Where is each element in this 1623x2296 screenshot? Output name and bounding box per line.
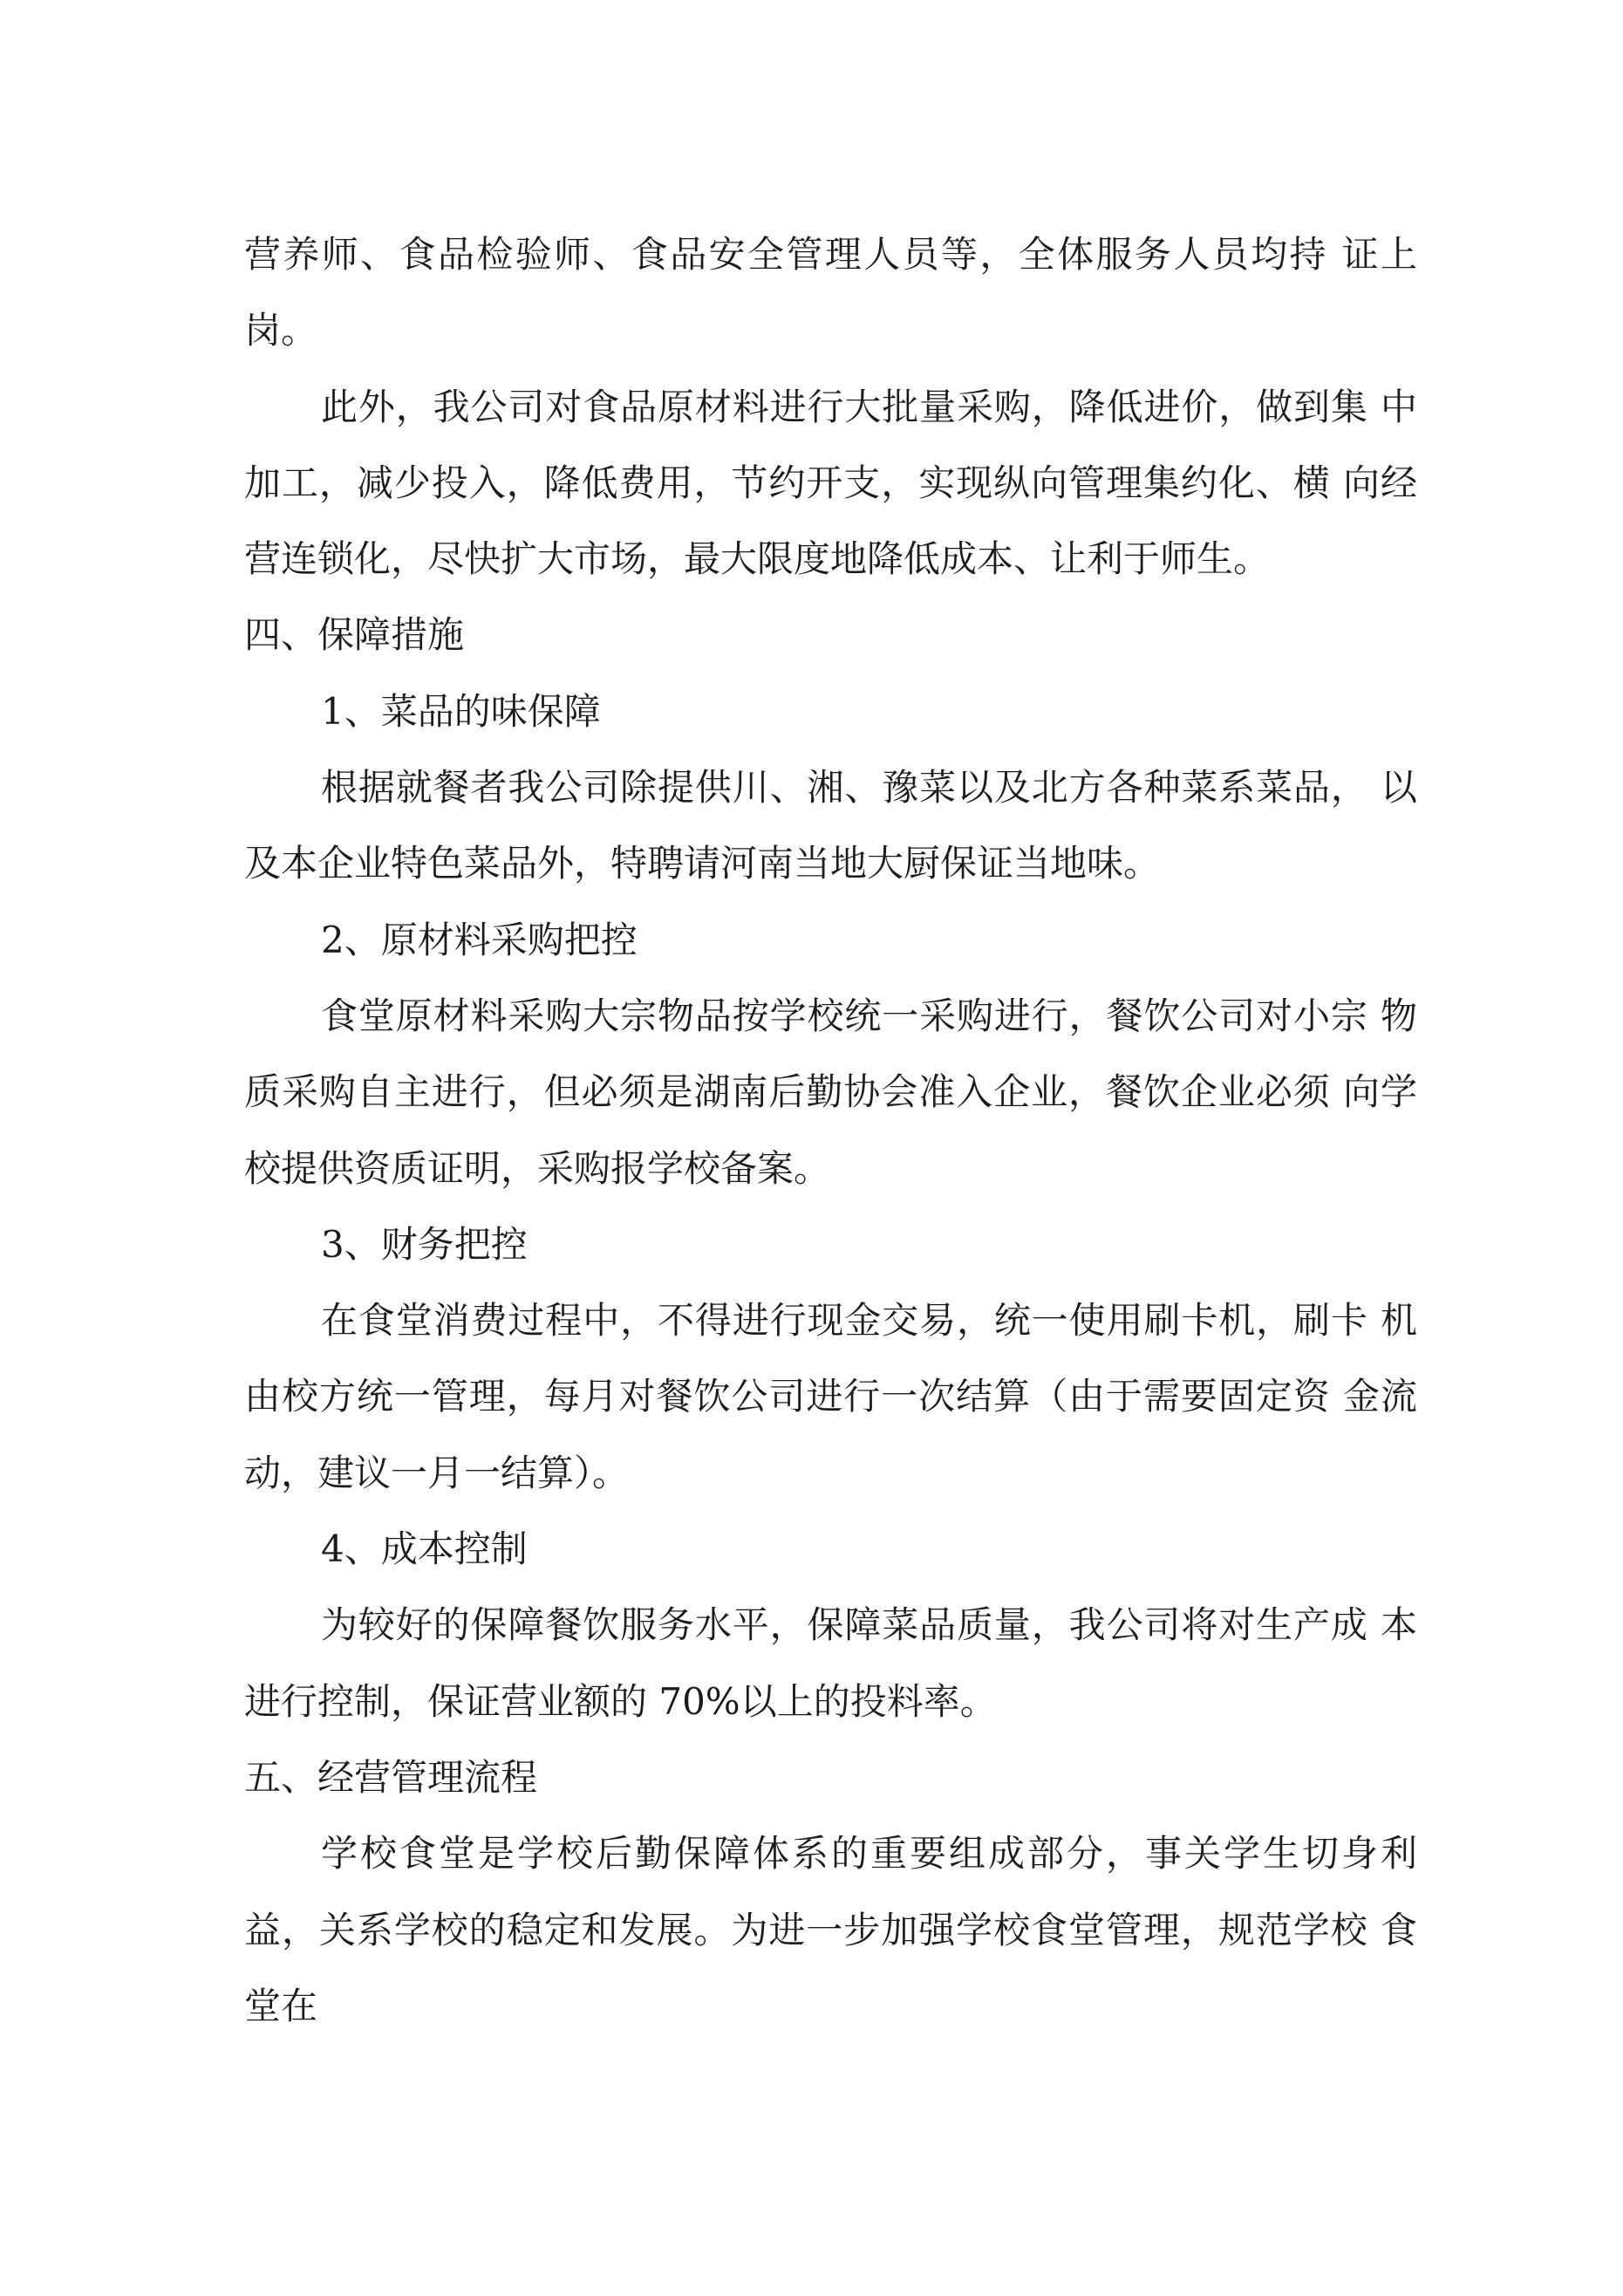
section-heading-4: 四、保障措施: [244, 613, 465, 657]
paragraph-materials: 食堂原材料采购大宗物品按学校统一采购进行，餐饮公司对小宗 物质采购自主进行，但必须是湖南后勤协会准入企业，餐饮企业必须 向学校提供资质证明，采购报学校备案。: [244, 994, 1417, 1190]
paragraph-cost: 为较好的保障餐饮服务水平，保障菜品质量，我公司将对生产成 本进行控制，保证营业额的 70%以上的投料率。: [244, 1603, 1417, 1723]
subheading-4: 4、成本控制: [321, 1527, 528, 1571]
subheading-2: 2、原材料采购把控: [321, 918, 638, 961]
paragraph-procurement: 此外，我公司对食品原材料进行大批量采购，降低进价，做到集 中加工，减少投入，降低费用，节约开支，实现纵向管理集约化、横 向经营连锁化，尽快扩大市场，最大限度地降低成本、让利于师生。: [244, 385, 1417, 581]
paragraph-finance: 在食堂消费过程中，不得进行现金交易，统一使用刷卡机，刷卡 机由校方统一管理，每月对餐饮公司进行一次结算（由于需要固定资 金流动，建议一月一结算）。: [244, 1299, 1417, 1494]
subheading-3: 3、财务把控: [321, 1222, 528, 1266]
paragraph-management: 学校食堂是学校后勤保障体系的重要组成部分，事关学生切身利 益，关系学校的稳定和发展。为进一步加强学校食堂管理，规范学校 食堂在: [244, 1832, 1417, 2027]
paragraph-continuation: 营养师、食品检验师、食品安全管理人员等，全体服务人员均持 证上岗。: [244, 233, 1417, 352]
document-body: [244, 216, 1417, 2044]
subheading-1: 1、菜品的味保障: [321, 689, 601, 733]
paragraph-menu: 根据就餐者我公司除提供川、湘、豫菜以及北方各种菜系菜品， 以及本企业特色菜品外，特聘请河南当地大厨保证当地味。: [244, 766, 1417, 885]
section-heading-5: 五、经营管理流程: [244, 1755, 538, 1799]
